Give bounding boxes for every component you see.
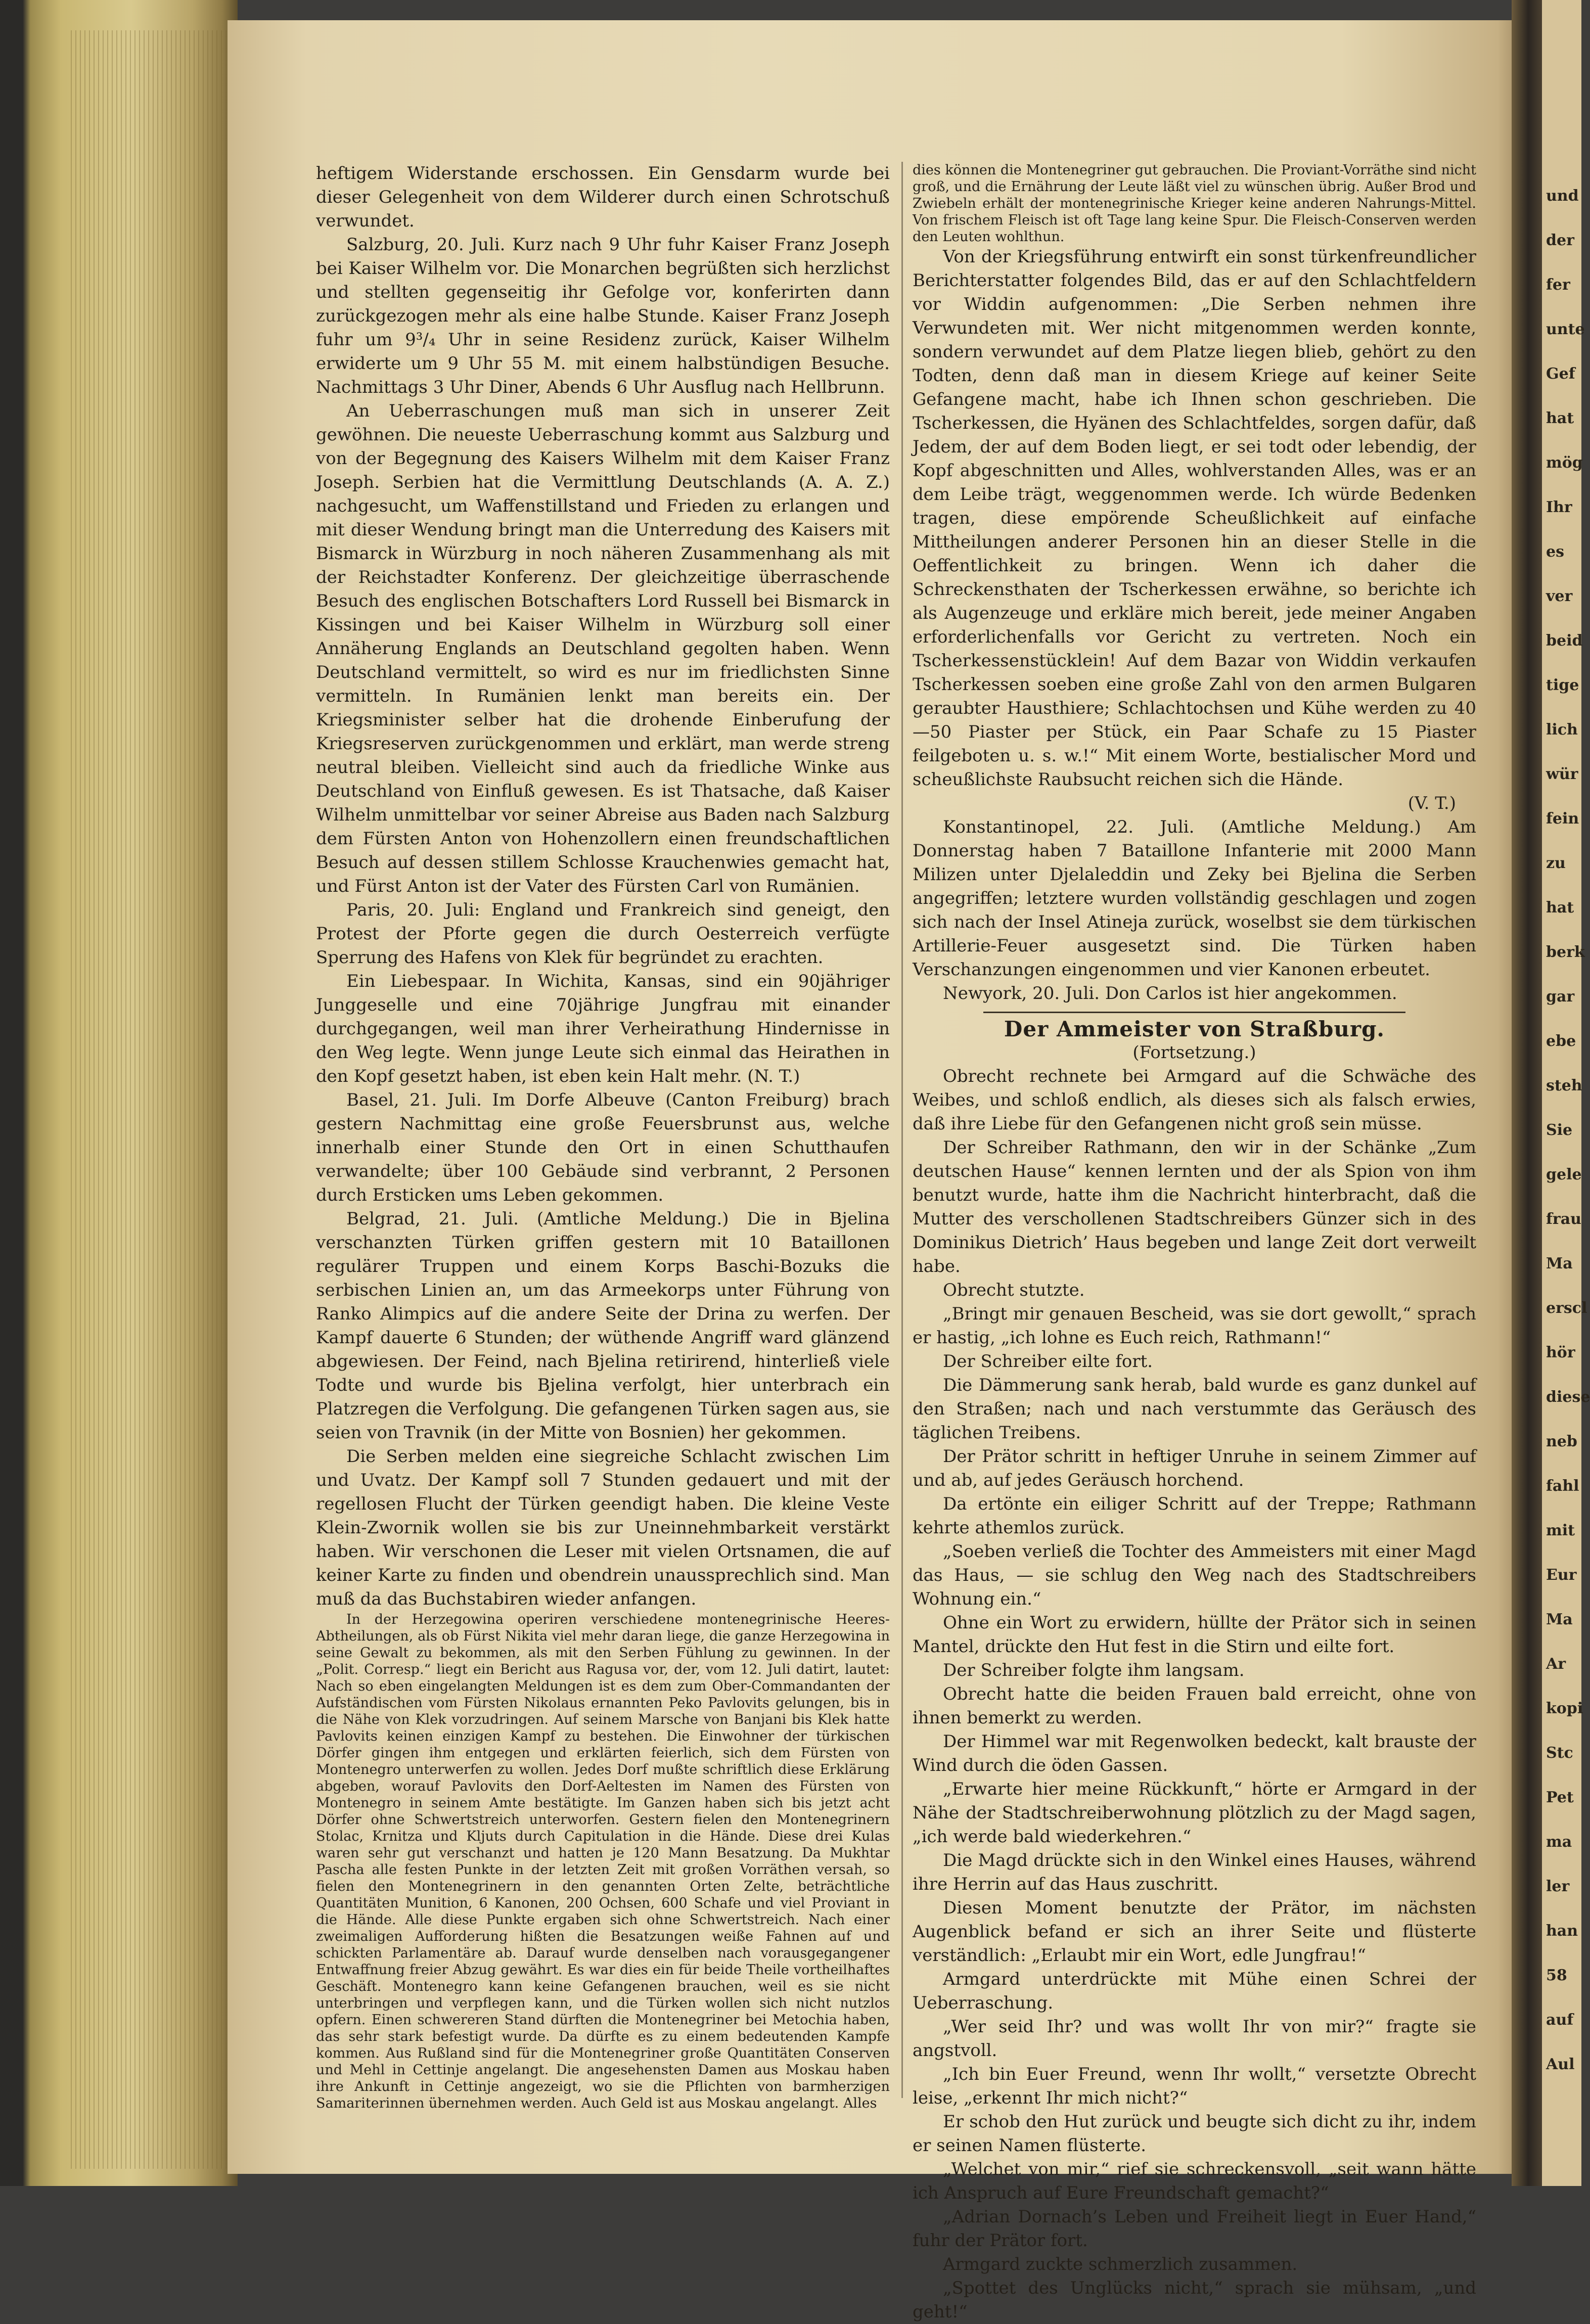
story-paragraph: Der Prätor schritt in heftiger Unruhe in seinem Zimmer auf und ab, auf jedes Geräusch horchend. [913, 1446, 1476, 1490]
section-rule [983, 1012, 1405, 1013]
article-konstantinopel: Konstantinopel, 22. Juli. (Amtliche Meldung.) Am Donnerstag haben 7 Bataillone Infanterie mit 2000 Mann Milizen unter Djelaleddin und Zeky bei Bjelina die Serben angegriffen; letztere wurden vollständig geschlagen und zogen sich nach der Insel Atineja zurück, woselbst sie dem türkischen Artillerie-Feuer ausgesetzt sind. Die Türken haben Verschanzungen eingenommen und vier Kanonen erbeutet. [913, 817, 1476, 980]
next-page-fragment: es [1546, 543, 1564, 561]
next-page-fragment: beid [1546, 632, 1583, 650]
article-belgrad: Belgrad, 21. Juli. (Amtliche Meldung.) Die in Bjelina verschanzten Türken griffen gestern mit 10 Bataillonen regulärer Truppen und einem Korps Baschi-Bozuks die serbischen Linien an, um das Armeekorps unter Führung von Ranko Alimpics auf die andere Seite der Drina zu werfen. Der Kampf dauerte 6 Stunden; der wüthende Angriff ward glänzend abgewiesen. Der Feind, nach Bjelina retirirend, hinterließ viele Todte und wurde bis Bjelina verfolgt, hier unterbrach ein Platzregen die Verfolgung. Die gefangenen Türken sagen aus, sie seien von Travnik (in der Mitte von Bosnien) her gekommen. [316, 1209, 890, 1443]
next-page-fragment: 58 [1546, 1967, 1567, 1984]
next-page-fragment: der [1546, 232, 1574, 249]
next-page-fragment: unte [1546, 321, 1585, 338]
left-column [316, 162, 890, 2112]
next-page-fragment: Stc [1546, 1744, 1573, 1762]
story-paragraph: Die Dämmerung sank herab, bald wurde es ganz dunkel auf den Straßen; nach und nach verstummte das Geräusch des täglichen Treibens. [913, 1375, 1476, 1443]
story-paragraph: „Bringt mir genauen Bescheid, was sie dort gewollt,“ sprach er hastig, „ich lohne es Euch reich, Rathmann!“ [913, 1304, 1476, 1348]
article-basel: Basel, 21. Juli. Im Dorfe Albeuve (Canton Freiburg) brach gestern Nachmittag eine große Feuersbrunst aus, welche innerhalb einer Stunde den Ort in einen Schutthaufen verwandelte; über 100 Gebäude sind verbrannt, 2 Personen durch Ersticken ums Leben gekommen. [316, 1090, 890, 1205]
story-paragraph: Diesen Moment benutzte der Prätor, im nächsten Augenblick befand er sich an ihrer Seite und flüsterte verständlich: „Erlaubt mir ein Wort, edle Jungfrau!“ [913, 1898, 1476, 1966]
story-paragraph: Der Schreiber Rathmann, den wir in der Schänke „Zum deutschen Hause“ kennen lernten und der als Spion von ihm benutzt wurde, hatte ihm die Nachricht hinterbracht, daß die Mutter des verschollenen Stadtschreibers Günzer sich in des Dominikus Dietrich’ Haus begeben und lange Zeit dort verweilt habe. [913, 1137, 1476, 1277]
next-page-fragment: Pet [1546, 1789, 1574, 1806]
story-paragraph: „Adrian Dornach’s Leben und Freiheit liegt in Euer Hand,“ fuhr der Prätor fort. [913, 2207, 1476, 2251]
next-page-fragment: Sie [1546, 1121, 1573, 1139]
story-paragraph: Der Schreiber folgte ihm langsam. [943, 1660, 1245, 1680]
next-page-fragment: Ma [1546, 1255, 1573, 1272]
article-liebespaar: Ein Liebespaar. In Wichita, Kansas, sind ein 90jähriger Junggeselle und eine 70jährige Jungfrau mit einander durchgegangen, weil man ihrer Verheirathung Hindernisse in den Weg legte. Wenn junge Leute sich einmal das Heirathen in den Kopf gesetzt haben, ist eben kein Halt mehr. (N. T.) [316, 971, 890, 1086]
next-page-fragment: hat [1546, 899, 1574, 917]
story-paragraph: Er schob den Hut zurück und beugte sich dicht zu ihr, indem er seinen Namen flüsterte. [913, 2112, 1476, 2156]
next-page-fragment: tige [1546, 676, 1579, 694]
article-newyork: Newyork, 20. Juli. Don Carlos ist hier angekommen. [943, 983, 1397, 1004]
story-paragraph: „Soeben verließ die Tochter des Ammeisters mit einer Magd das Haus, — sie schlug den Weg nach des Stadtschreibers Wohnung ein.“ [913, 1541, 1476, 1609]
next-page-fragment: hat [1546, 409, 1574, 427]
next-page-fragment: ma [1546, 1833, 1572, 1851]
next-page-fragment: Ihr [1546, 498, 1572, 516]
story-subtitle: (Fortsetzung.) [1132, 1042, 1256, 1063]
next-page-fragment: diese [1546, 1388, 1590, 1406]
next-page-fragment: gele [1546, 1166, 1582, 1183]
next-page-fragment: mög [1546, 454, 1583, 472]
story-paragraph: „Erwarte hier meine Rückkunft,“ hörte er Armgard in der Nähe der Stadtschreiberwohnung plötzlich zu der Magd sagen, „ich werde bald wiederkehren.“ [913, 1779, 1476, 1847]
next-page-fragment: mit [1546, 1522, 1575, 1539]
article-herzegowina: In der Herzegowina operiren verschiedene montenegrinische Heeres-Abtheilungen, als ob Fürst Nikita viel mehr daran liege, die ganze Herzegowina in seine Gewalt zu bekommen, als mit den Serben Fühlung zu gewinnen. In der „Polit. Corresp.“ liegt ein Bericht aus Ragusa vor, der, vom 12. Juli datirt, lautet: Nach so eben eingelangten Meldungen ist es dem zum Ober-Commandanten der Aufständischen vom Fürsten Nikolaus ernannten Peko Pavlovits gelungen, bis in die Nähe von Klek vorzudringen. Auf seinem Marsche von Banjani bis Klek hatte Pavlovits keinen einzigen Kampf zu bestehen. Die Einwohner der türkischen Dörfer gingen ihm entgegen und erklärten feierlich, sich dem Fürsten von Montenegro unterwerfen zu wollen. Jedes Dorf mußte schriftlich diese Erklärung abgeben, worauf Pavlovits den Dorf-Aeltesten im Namen des Fürsten von Montenegro in seinem Amte bestätigte. Im Ganzen haben sich bis jetzt acht Dörfer ohne Schwertstreich unterworfen. Gestern fielen den Montenegrinern Stolac, Krnitza und Kljuts durch Capitulation in die Hände. Diese drei Kulas waren sehr gut verschanzt und hatten je 120 Mann Besatzung. Da Mukhtar Pascha alle festen Punkte in der letzten Zeit mit großen Vorräthen versah, so fielen den Montenegrinern in den genannten Orten Zelte, beträchtliche Quantitäten Munition, 6 Kanonen, 200 Ochsen, 600 Schafe und viel Proviant in die Hände. Alle diese Punkte ergaben sich ohne Schwertstreich. Nach einer zweimaligen Aufforderung hißten die Besatzungen weiße Fahnen auf und schickten Parlamentäre ab. Darauf wurde denselben nach vorausgegangener Entwaffnung freier Abzug gewährt. Es war dies ein für beide Theile vortheilhaftes Geschäft. Montenegro kann keine Gefangenen brauchen, weil es sie nicht unterbringen und verpflegen kann, und die Türken wollen sich nicht nutzlos opfern. Einen schwereren Stand dürften die Montenegriner bei Metochia haben, das sehr stark befestigt wurde. Da dürfte es zu einem bedeutenden Kampfe kommen. Aus Rußland sind für die Montenegriner große Quantitäten Conserven und Mehl in Cettinje angelangt. Die angesehensten Damen aus Moskau haben ihre Ankunft in Cettinje angezeigt, wo sie die Pflichten von barmherzigen Samariterinnen übernehmen werden. Auch Geld ist aus Moskau angelangt. Alles [316, 1612, 890, 2111]
story-paragraph: „Welchet von mir,“ rief sie schreckensvoll, „seit wann hätte ich Anspruch auf Eure Freundschaft gemacht?“ [913, 2159, 1476, 2203]
next-page-fragment: frau [1546, 1210, 1581, 1228]
article-continuation: dies können die Montenegriner gut gebrauchen. Die Proviant-Vorräthe sind nicht groß, und die Ernährung der Leute läßt viel zu wünschen übrig. Außer Brod und Zwiebeln erhält der montenegrinische Krieger keine anderen Nahrungs-Mittel. Von frischem Fleisch ist oft Tage lang keine Spur. Die Fleisch-Conserven werden den Leuten wohlthun. [913, 162, 1476, 245]
story-paragraph: Armgard unterdrückte mit Mühe einen Schrei der Ueberraschung. [913, 1969, 1476, 2013]
stacked-pages [71, 30, 233, 2169]
next-page-fragment: gar [1546, 988, 1575, 1006]
next-page-fragment: kopi [1546, 1700, 1583, 1717]
article-serben: Die Serben melden eine siegreiche Schlacht zwischen Lim und Uvatz. Der Kampf soll 7 Stunden gedauert und mit der regellosen Flucht der Türken geendigt haben. Die kleine Veste Klein-Zwornik wollen sie bis zur Uneinnehmbarkeit verstärkt haben. Wir verschonen die Leser mit vielen Ortsnamen, die auf keiner Karte zu finden und obendrein unaussprechlich sind. Man muß da das Buchstabiren wieder anfangen. [316, 1446, 890, 1609]
story-paragraph: Der Himmel war mit Regenwolken bedeckt, kalt brauste der Wind durch die öden Gassen. [913, 1731, 1476, 1775]
next-page-fragment: ler [1546, 1878, 1570, 1895]
story-paragraph: „Spottet des Unglücks nicht,“ sprach sie mühsam, „und geht!“ [913, 2278, 1476, 2322]
column-divider [901, 162, 903, 2098]
book-gutter [1512, 0, 1542, 2186]
next-page-fragment: fein [1546, 810, 1579, 828]
next-page-fragment: erscl [1546, 1299, 1587, 1317]
next-page-fragment: zu [1546, 854, 1566, 872]
story-paragraph: Die Magd drückte sich in den Winkel eines Hauses, während ihre Herrin auf das Haus zuschritt. [913, 1850, 1476, 1894]
story-paragraph: Der Schreiber eilte fort. [943, 1351, 1153, 1372]
next-page-fragment: ebe [1546, 1032, 1576, 1050]
next-page-fragment: fahl [1546, 1477, 1579, 1495]
story-paragraph: „Ich bin Euer Freund, wenn Ihr wollt,“ versetzte Obrecht leise, „erkennt Ihr mich nicht?“ [913, 2064, 1476, 2108]
article-paris: Paris, 20. Juli: England und Frankreich sind geneigt, den Protest der Pforte gegen die durch Oesterreich verfügte Sperrung des Hafens von Klek für begründet zu erachten. [316, 900, 890, 968]
article-salzburg: Salzburg, 20. Juli. Kurz nach 9 Uhr fuhr Kaiser Franz Joseph bei Kaiser Wilhelm vor. Die Monarchen begrüßten sich herzlichst und stellten gegenseitig ihr Gefolge vor, konferirten dann zurückgezogen mehr als eine halbe Stunde. Kaiser Franz Joseph fuhr um 9³/₄ Uhr in seine Residenz zurück, Kaiser Wilhelm erwiderte um 9 Uhr 55 M. mit einem halbstündigen Besuche. Nachmittags 3 Uhr Diner, Abends 6 Uhr Ausflug nach Hellbrunn. [316, 235, 890, 397]
story-body [913, 1065, 1476, 2324]
story-paragraph: „Wer seid Ihr? und was wollt Ihr von mir?“ fragte sie angstvoll. [913, 2017, 1476, 2061]
next-page-fragment: und [1546, 187, 1579, 205]
next-page-fragment: lich [1546, 721, 1578, 739]
next-page-fragment: hör [1546, 1344, 1575, 1361]
next-page-fragment: ver [1546, 587, 1573, 605]
article-kriegsfuehrung: Von der Kriegsführung entwirft ein sonst türkenfreundlicher Berichterstatter folgendes Bild, das er auf den Schlachtfeldern vor Widdin aufgenommen: „Die Serben nehmen ihre Verwundeten mit. Wer nicht mitgenommen werden konnte, sondern verwundet auf dem Platze liegen blieb, gehört zu den Todten, denn daß man in diesem Kriege auf keiner Seite Gefangene macht, habe ich Ihnen schon geschrieben. Die Tscherkessen, die Hyänen des Schlachtfeldes, sorgen dafür, daß Jedem, der auf dem Boden liegt, er sei todt oder lebendig, der Kopf abgeschnitten und Alles, wohlverstanden Alles, was er an dem Leibe trägt, weggenommen werde. Ich würde Bedenken tragen, diese empörende Scheußlichkeit auf einfache Mittheilungen anderer Personen hin an dieser Stelle in die Oeffentlichkeit zu bringen. Wenn ich daher die Schreckensthaten der Tscherkessen erwähne, so berichte ich als Augenzeuge und erkläre mich bereit, jede meiner Angaben erforderlichenfalls vor Gericht zu vertreten. Noch ein Tscherkessenstücklein! Auf dem Bazar von Widdin verkaufen Tscherkessen soeben eine große Zahl von den armen Bulgaren geraubter Hausthiere; Schlachtochsen und Kühe werden zu 40—50 Piaster per Stück, ein Paar Schafe zu 15 Piaster feilgeboten u. s. w.!“ Mit einem Worte, bestialischer Mord und scheußlichste Raubsucht reichen sich die Hände. [913, 247, 1476, 790]
article-paragraph: heftigem Widerstande erschossen. Ein Gensdarm wurde bei dieser Gelegenheit von dem Wilderer durch einen Schrotschuß verwundet. [316, 163, 890, 231]
article-ueberraschungen: An Ueberraschungen muß man sich in unserer Zeit gewöhnen. Die neueste Ueberraschung kommt aus Salzburg und von der Begegnung des Kaisers Wilhelm mit dem Kaiser Franz Joseph. Serbien hat die Vermittlung Deutschlands (A. A. Z.) nachgesucht, um Waffenstillstand und Frieden zu erlangen und mit dieser Wendung bringt man die Unterredung des Kaisers mit Bismarck in Würzburg in noch näheren Zusammenhang als mit der Reichstadter Konferenz. Der gleichzeitige überraschende Besuch des englischen Botschafters Lord Russell bei Bismarck in Kissingen und bei Kaiser Wilhelm in Würzburg soll einer Annäherung Englands an Deutschland gegolten haben. Wenn Deutschland vermittelt, so wird es nur im friedlichsten Sinne vermitteln. In Rumänien lenkt man bereits ein. Der Kriegsminister selber hat die drohende Einberufung der Kriegsreserven zurückgenommen und erklärt, man werde streng neutral bleiben. Vielleicht sind auch da friedliche Winke aus Deutschland von Einfluß gewesen. Es ist Thatsache, daß Kaiser Wilhelm unmittelbar vor seiner Abreise aus Baden nach Salzburg dem Fürsten Anton von Hohenzollern einen freundschaftlichen Besuch auf dessen stillem Schlosse Krauchenwies gemacht hat, und Fürst Anton ist der Vater des Fürsten Carl von Rumänien. [316, 401, 890, 896]
next-page-fragment: Ar [1546, 1655, 1566, 1673]
next-page-fragment: fer [1546, 276, 1570, 294]
story-paragraph: Obrecht hatte die beiden Frauen bald erreicht, ohne von ihnen bemerkt zu werden. [913, 1684, 1476, 1728]
next-page-fragment: wür [1546, 765, 1578, 783]
article-signature: (V. T.) [1407, 793, 1456, 813]
next-page-fragment: Aul [1546, 2056, 1575, 2073]
next-page-strip [1542, 0, 1590, 2186]
story-paragraph: Da ertönte ein eiliger Schritt auf der Treppe; Rathmann kehrte athemlos zurück. [913, 1494, 1476, 1538]
story-paragraph: Ohne ein Wort zu erwidern, hüllte der Prätor sich in seinen Mantel, drückte den Hut fest in die Stirn und eilte fort. [913, 1613, 1476, 1657]
next-page-fragment: steh [1546, 1077, 1582, 1095]
story-paragraph: Armgard zuckte schmerzlich zusammen. [943, 2254, 1298, 2274]
next-page-fragment: auf [1546, 2011, 1574, 2029]
next-page-fragment: Ma [1546, 1611, 1573, 1628]
story-paragraph: Obrecht rechnete bei Armgard auf die Schwäche des Weibes, und schloß endlich, als dieses sich als falsch erwies, daß ihre Liebe für den Gefangenen nicht groß sein müsse. [913, 1066, 1476, 1134]
book-page-edges [0, 0, 238, 2186]
right-column [913, 162, 1476, 2324]
next-page-fragment: Gef [1546, 365, 1575, 383]
next-page-fragment: han [1546, 1922, 1578, 1940]
story-paragraph: Obrecht stutzte. [943, 1280, 1085, 1300]
story-title: Der Ammeister von Straßburg. [1004, 1017, 1385, 1041]
next-page-fragment: neb [1546, 1433, 1577, 1450]
next-page-fragment: berk [1546, 943, 1585, 961]
next-page-fragment: Eur [1546, 1566, 1577, 1584]
